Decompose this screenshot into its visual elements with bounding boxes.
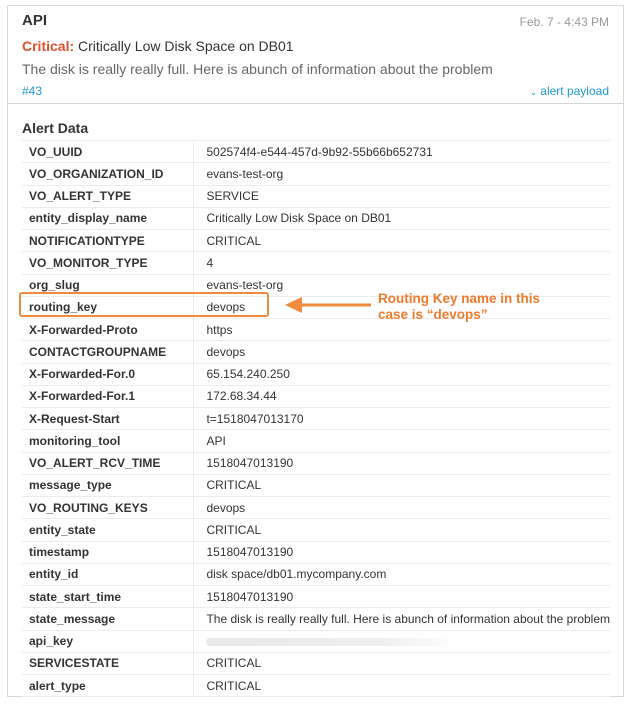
table-row bbox=[22, 430, 610, 452]
row-value: API bbox=[194, 430, 610, 452]
row-value: t=1518047013170 bbox=[194, 408, 610, 430]
row-value: Critically Low Disk Space on DB01 bbox=[194, 207, 610, 229]
table-row bbox=[22, 207, 610, 229]
row-value: evans-test-org bbox=[194, 274, 610, 296]
alert-message: The disk is really really full. Here is abunch of information about the problem bbox=[22, 61, 493, 77]
row-key: SERVICESTATE bbox=[22, 652, 194, 674]
annotation-line-1: Routing Key name in this bbox=[378, 291, 541, 306]
chevron-down-icon: ⌄ bbox=[529, 87, 538, 97]
table-row bbox=[22, 341, 610, 363]
table-row bbox=[22, 519, 610, 541]
row-key: monitoring_tool bbox=[22, 430, 194, 452]
row-value: devops bbox=[194, 497, 610, 519]
row-value: CRITICAL bbox=[194, 474, 610, 496]
routing-key-annotation bbox=[378, 291, 540, 323]
row-value: 1518047013190 bbox=[194, 586, 610, 608]
row-key: VO_ROUTING_KEYS bbox=[22, 497, 194, 519]
row-key: entity_display_name bbox=[22, 207, 194, 229]
row-key: X-Forwarded-For.0 bbox=[22, 363, 194, 385]
row-value bbox=[194, 630, 610, 652]
row-value: The disk is really really full. Here is abunch of information about the problem bbox=[194, 608, 610, 630]
table-row bbox=[22, 163, 610, 185]
table-row bbox=[22, 608, 610, 630]
row-value: disk space/db01.mycompany.com bbox=[194, 563, 610, 585]
row-key: state_start_time bbox=[22, 586, 194, 608]
row-key: X-Request-Start bbox=[22, 408, 194, 430]
alert-title-line bbox=[22, 38, 294, 54]
alert-title: Critically Low Disk Space on DB01 bbox=[78, 38, 294, 54]
row-value: 1518047013190 bbox=[194, 452, 610, 474]
table-row bbox=[22, 474, 610, 496]
row-key: alert_type bbox=[22, 675, 194, 697]
table-row bbox=[22, 363, 610, 385]
row-key: VO_UUID bbox=[22, 141, 194, 163]
row-key: X-Forwarded-For.1 bbox=[22, 385, 194, 407]
row-value: devops bbox=[194, 296, 610, 318]
row-value: 4 bbox=[194, 252, 610, 274]
alert-card bbox=[7, 5, 624, 697]
row-key: VO_ORGANIZATION_ID bbox=[22, 163, 194, 185]
row-value: https bbox=[194, 319, 610, 341]
row-value: 502574f4-e544-457d-9b92-55b66b652731 bbox=[194, 141, 610, 163]
row-value: 172.68.34.44 bbox=[194, 385, 610, 407]
row-key: entity_id bbox=[22, 563, 194, 585]
row-key: state_message bbox=[22, 608, 194, 630]
alert-data-table bbox=[22, 140, 610, 697]
row-value: CRITICAL bbox=[194, 519, 610, 541]
row-key: VO_MONITOR_TYPE bbox=[22, 252, 194, 274]
row-key: VO_ALERT_TYPE bbox=[22, 185, 194, 207]
table-row bbox=[22, 652, 610, 674]
severity-label: Critical: bbox=[22, 38, 75, 54]
alert-timestamp: Feb. 7 - 4:43 PM bbox=[519, 15, 609, 29]
table-row bbox=[22, 541, 610, 563]
row-value: SERVICE bbox=[194, 185, 610, 207]
row-value: CRITICAL bbox=[194, 230, 610, 252]
alert-data-title: Alert Data bbox=[22, 120, 89, 136]
table-row bbox=[22, 252, 610, 274]
alert-payload-toggle[interactable] bbox=[530, 84, 609, 98]
row-value: CRITICAL bbox=[194, 675, 610, 697]
row-key: api_key bbox=[22, 630, 194, 652]
row-value: 65.154.240.250 bbox=[194, 363, 610, 385]
table-row bbox=[22, 408, 610, 430]
table-row bbox=[22, 630, 610, 652]
row-value: devops bbox=[194, 341, 610, 363]
annotation-line-2: case is “devops” bbox=[378, 307, 488, 322]
row-key: timestamp bbox=[22, 541, 194, 563]
alert-source: API bbox=[22, 12, 48, 29]
alert-header bbox=[8, 6, 623, 104]
table-row bbox=[22, 563, 610, 585]
table-row bbox=[22, 586, 610, 608]
redacted-value bbox=[206, 638, 456, 646]
incident-link[interactable]: #43 bbox=[22, 84, 43, 98]
row-key: routing_key bbox=[22, 296, 194, 318]
row-value: 1518047013190 bbox=[194, 541, 610, 563]
table-row bbox=[22, 452, 610, 474]
row-key: entity_state bbox=[22, 519, 194, 541]
table-row bbox=[22, 141, 610, 163]
row-key: X-Forwarded-Proto bbox=[22, 319, 194, 341]
table-row bbox=[22, 230, 610, 252]
table-row bbox=[22, 675, 610, 697]
table-row bbox=[22, 385, 610, 407]
row-key: VO_ALERT_RCV_TIME bbox=[22, 452, 194, 474]
row-value: evans-test-org bbox=[194, 163, 610, 185]
arrow-left-icon bbox=[285, 294, 375, 316]
row-key: message_type bbox=[22, 474, 194, 496]
table-row bbox=[22, 185, 610, 207]
row-key: CONTACTGROUPNAME bbox=[22, 341, 194, 363]
row-key: org_slug bbox=[22, 274, 194, 296]
alert-payload-label: alert payload bbox=[540, 84, 609, 98]
row-key: NOTIFICATIONTYPE bbox=[22, 230, 194, 252]
table-row bbox=[22, 497, 610, 519]
row-value: CRITICAL bbox=[194, 652, 610, 674]
routing-key-highlight bbox=[19, 292, 269, 317]
